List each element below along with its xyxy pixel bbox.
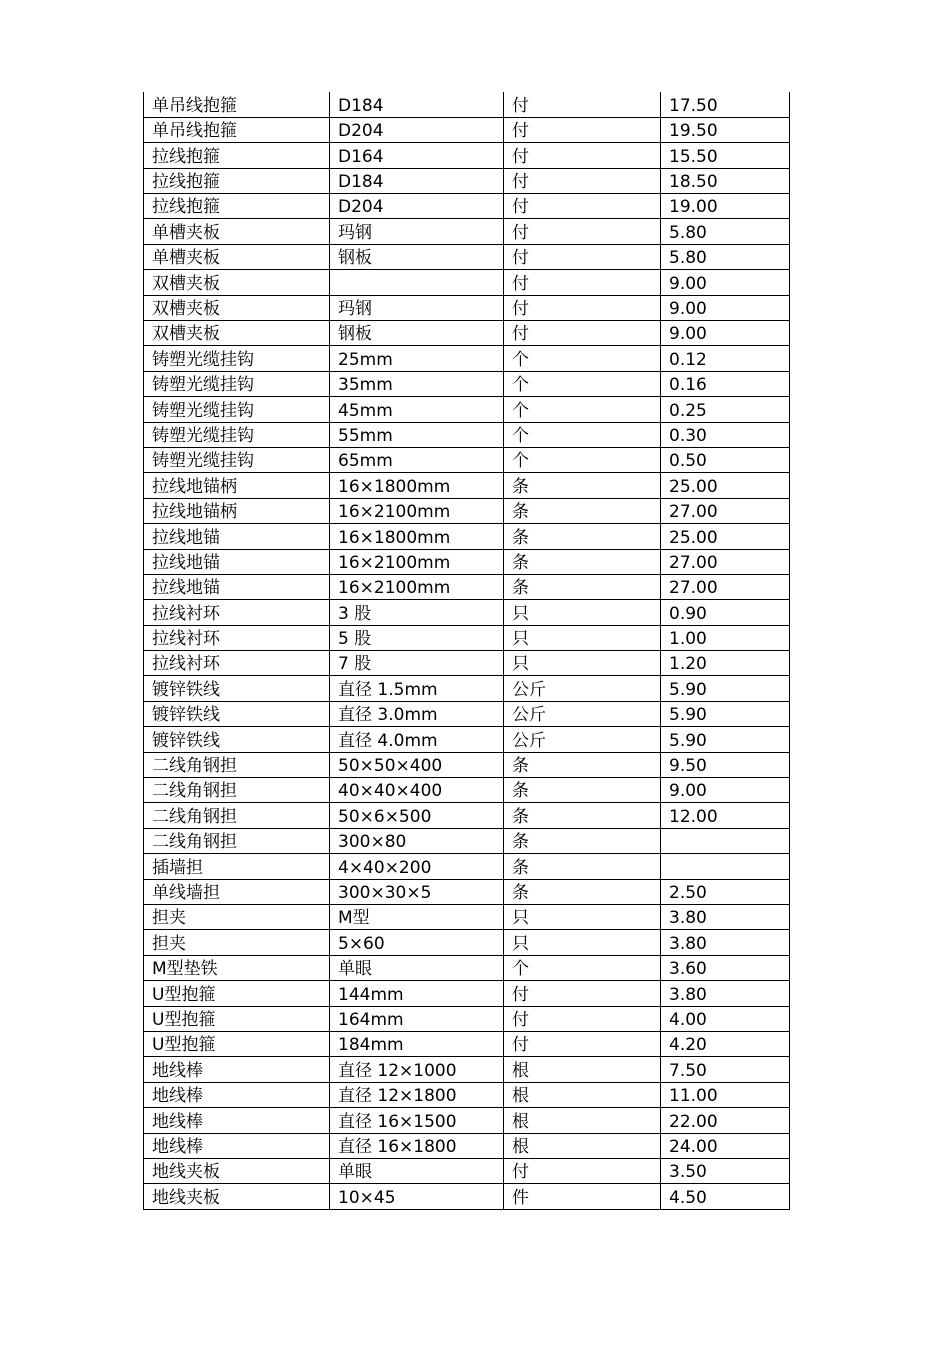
spec-cell: 单眼: [330, 1158, 504, 1183]
spec-cell: 40×40×400: [330, 778, 504, 803]
spec-cell: 164mm: [330, 1006, 504, 1031]
price-cell: 9.00: [661, 778, 790, 803]
unit-cell: 付: [504, 168, 661, 193]
table-row: [144, 574, 790, 599]
table-row: [144, 778, 790, 803]
unit-cell: 条: [504, 574, 661, 599]
table-row: [144, 270, 790, 295]
price-cell: 2.50: [661, 879, 790, 904]
spec-cell: 50×6×500: [330, 803, 504, 828]
spec-cell: 25mm: [330, 346, 504, 371]
unit-cell: 条: [504, 473, 661, 498]
price-cell: 5.90: [661, 727, 790, 752]
item-name-cell: 双槽夹板: [144, 270, 330, 295]
unit-cell: 只: [504, 930, 661, 955]
item-name-cell: 拉线地锚柄: [144, 498, 330, 523]
spec-cell: 184mm: [330, 1031, 504, 1056]
item-name-cell: 拉线衬环: [144, 651, 330, 676]
price-cell: 15.50: [661, 143, 790, 168]
price-cell: 5.80: [661, 219, 790, 244]
item-name-cell: U型抱箍: [144, 1031, 330, 1056]
spec-cell: M型: [330, 905, 504, 930]
table-row: [144, 397, 790, 422]
unit-cell: 付: [504, 270, 661, 295]
table-row: [144, 828, 790, 853]
unit-cell: 个: [504, 955, 661, 980]
price-cell: 0.30: [661, 422, 790, 447]
item-name-cell: 铸塑光缆挂钩: [144, 371, 330, 396]
spec-cell: 直径 12×1000: [330, 1057, 504, 1082]
price-cell: 25.00: [661, 524, 790, 549]
table-row: [144, 117, 790, 142]
spec-cell: 4×40×200: [330, 854, 504, 879]
table-row: [144, 447, 790, 472]
price-cell: 5.80: [661, 244, 790, 269]
price-cell: 25.00: [661, 473, 790, 498]
table-row: [144, 244, 790, 269]
unit-cell: 付: [504, 1006, 661, 1031]
spec-cell: 玛钢: [330, 295, 504, 320]
item-name-cell: 拉线抱箍: [144, 194, 330, 219]
table-row: [144, 1108, 790, 1133]
unit-cell: 公斤: [504, 727, 661, 752]
price-cell: [661, 828, 790, 853]
unit-cell: 条: [504, 879, 661, 904]
price-cell: 0.90: [661, 600, 790, 625]
table-row: [144, 143, 790, 168]
unit-cell: 公斤: [504, 676, 661, 701]
table-row: [144, 955, 790, 980]
spec-cell: 5×60: [330, 930, 504, 955]
item-name-cell: 单吊线抱箍: [144, 92, 330, 117]
item-name-cell: 拉线抱箍: [144, 168, 330, 193]
table-row: [144, 549, 790, 574]
spec-cell: 144mm: [330, 981, 504, 1006]
spec-cell: 16×2100mm: [330, 574, 504, 599]
price-cell: 5.90: [661, 676, 790, 701]
unit-cell: 根: [504, 1133, 661, 1158]
unit-cell: 公斤: [504, 701, 661, 726]
price-cell: 17.50: [661, 92, 790, 117]
item-name-cell: M型垫铁: [144, 955, 330, 980]
price-table-body: [144, 92, 790, 1209]
price-cell: 3.80: [661, 905, 790, 930]
price-cell: 24.00: [661, 1133, 790, 1158]
item-name-cell: 镀锌铁线: [144, 676, 330, 701]
spec-cell: 10×45: [330, 1184, 504, 1209]
price-cell: 9.00: [661, 321, 790, 346]
price-cell: 11.00: [661, 1082, 790, 1107]
unit-cell: 只: [504, 905, 661, 930]
item-name-cell: 双槽夹板: [144, 321, 330, 346]
table-row: [144, 92, 790, 117]
spec-cell: 35mm: [330, 371, 504, 396]
unit-cell: 付: [504, 194, 661, 219]
price-cell: 9.00: [661, 270, 790, 295]
item-name-cell: 二线角钢担: [144, 778, 330, 803]
unit-cell: 付: [504, 117, 661, 142]
spec-cell: 16×2100mm: [330, 498, 504, 523]
item-name-cell: 镀锌铁线: [144, 701, 330, 726]
item-name-cell: 拉线抱箍: [144, 143, 330, 168]
spec-cell: 5 股: [330, 625, 504, 650]
unit-cell: 条: [504, 524, 661, 549]
spec-cell: 直径 4.0mm: [330, 727, 504, 752]
price-cell: 4.20: [661, 1031, 790, 1056]
table-row: [144, 1133, 790, 1158]
spec-cell: 单眼: [330, 955, 504, 980]
unit-cell: 个: [504, 447, 661, 472]
unit-cell: 件: [504, 1184, 661, 1209]
unit-cell: 根: [504, 1082, 661, 1107]
spec-cell: 直径 16×1500: [330, 1108, 504, 1133]
table-row: [144, 1158, 790, 1183]
table-row: [144, 168, 790, 193]
table-row: [144, 1057, 790, 1082]
price-table: [143, 92, 790, 1210]
spec-cell: 3 股: [330, 600, 504, 625]
unit-cell: 只: [504, 625, 661, 650]
spec-cell: 玛钢: [330, 219, 504, 244]
price-cell: 27.00: [661, 574, 790, 599]
table-row: [144, 346, 790, 371]
unit-cell: 根: [504, 1108, 661, 1133]
table-row: [144, 752, 790, 777]
price-cell: 5.90: [661, 701, 790, 726]
price-cell: 3.80: [661, 930, 790, 955]
item-name-cell: 铸塑光缆挂钩: [144, 346, 330, 371]
spec-cell: [330, 270, 504, 295]
unit-cell: 条: [504, 778, 661, 803]
item-name-cell: 地线棒: [144, 1057, 330, 1082]
unit-cell: 付: [504, 321, 661, 346]
table-row: [144, 422, 790, 447]
table-row: [144, 676, 790, 701]
price-cell: 12.00: [661, 803, 790, 828]
unit-cell: 付: [504, 92, 661, 117]
item-name-cell: 二线角钢担: [144, 752, 330, 777]
table-row: [144, 524, 790, 549]
unit-cell: 个: [504, 371, 661, 396]
item-name-cell: 单槽夹板: [144, 244, 330, 269]
item-name-cell: 拉线地锚柄: [144, 473, 330, 498]
spec-cell: 45mm: [330, 397, 504, 422]
price-cell: 0.50: [661, 447, 790, 472]
price-cell: 7.50: [661, 1057, 790, 1082]
unit-cell: 付: [504, 1031, 661, 1056]
price-cell: 3.60: [661, 955, 790, 980]
table-row: [144, 371, 790, 396]
spec-cell: 300×30×5: [330, 879, 504, 904]
table-row: [144, 498, 790, 523]
price-cell: 0.25: [661, 397, 790, 422]
price-cell: 19.00: [661, 194, 790, 219]
item-name-cell: 担夹: [144, 905, 330, 930]
price-cell: 4.00: [661, 1006, 790, 1031]
spec-cell: 直径 1.5mm: [330, 676, 504, 701]
table-row: [144, 1031, 790, 1056]
spec-cell: D204: [330, 194, 504, 219]
table-row: [144, 701, 790, 726]
spec-cell: 50×50×400: [330, 752, 504, 777]
table-row: [144, 930, 790, 955]
unit-cell: 付: [504, 1158, 661, 1183]
unit-cell: 条: [504, 828, 661, 853]
price-cell: 0.12: [661, 346, 790, 371]
table-row: [144, 905, 790, 930]
table-row: [144, 321, 790, 346]
spec-cell: 16×2100mm: [330, 549, 504, 574]
table-row: [144, 651, 790, 676]
unit-cell: 条: [504, 752, 661, 777]
item-name-cell: 地线棒: [144, 1133, 330, 1158]
item-name-cell: 铸塑光缆挂钩: [144, 447, 330, 472]
unit-cell: 条: [504, 854, 661, 879]
spec-cell: D164: [330, 143, 504, 168]
item-name-cell: 担夹: [144, 930, 330, 955]
spec-cell: 55mm: [330, 422, 504, 447]
item-name-cell: 地线夹板: [144, 1184, 330, 1209]
spec-cell: 16×1800mm: [330, 473, 504, 498]
table-row: [144, 727, 790, 752]
price-cell: 22.00: [661, 1108, 790, 1133]
unit-cell: 根: [504, 1057, 661, 1082]
spec-cell: D204: [330, 117, 504, 142]
table-row: [144, 803, 790, 828]
item-name-cell: 二线角钢担: [144, 803, 330, 828]
price-cell: 19.50: [661, 117, 790, 142]
item-name-cell: U型抱箍: [144, 1006, 330, 1031]
spec-cell: D184: [330, 92, 504, 117]
price-cell: 0.16: [661, 371, 790, 396]
price-cell: 1.20: [661, 651, 790, 676]
item-name-cell: 拉线地锚: [144, 574, 330, 599]
item-name-cell: 铸塑光缆挂钩: [144, 422, 330, 447]
unit-cell: 付: [504, 981, 661, 1006]
item-name-cell: 地线棒: [144, 1108, 330, 1133]
spec-cell: 直径 16×1800: [330, 1133, 504, 1158]
item-name-cell: 单线墙担: [144, 879, 330, 904]
item-name-cell: U型抱箍: [144, 981, 330, 1006]
table-row: [144, 981, 790, 1006]
table-row: [144, 194, 790, 219]
unit-cell: 付: [504, 244, 661, 269]
unit-cell: 只: [504, 600, 661, 625]
item-name-cell: 单吊线抱箍: [144, 117, 330, 142]
item-name-cell: 插墙担: [144, 854, 330, 879]
item-name-cell: 地线棒: [144, 1082, 330, 1107]
table-row: [144, 625, 790, 650]
spec-cell: 直径 3.0mm: [330, 701, 504, 726]
unit-cell: 条: [504, 803, 661, 828]
item-name-cell: 二线角钢担: [144, 828, 330, 853]
price-cell: 9.50: [661, 752, 790, 777]
unit-cell: 付: [504, 143, 661, 168]
spec-cell: 16×1800mm: [330, 524, 504, 549]
price-cell: 1.00: [661, 625, 790, 650]
spec-cell: 钢板: [330, 244, 504, 269]
unit-cell: 付: [504, 219, 661, 244]
item-name-cell: 拉线地锚: [144, 524, 330, 549]
price-cell: 27.00: [661, 498, 790, 523]
price-cell: 3.50: [661, 1158, 790, 1183]
price-cell: 4.50: [661, 1184, 790, 1209]
price-cell: 27.00: [661, 549, 790, 574]
item-name-cell: 拉线衬环: [144, 625, 330, 650]
price-cell: [661, 854, 790, 879]
table-row: [144, 295, 790, 320]
item-name-cell: 单槽夹板: [144, 219, 330, 244]
unit-cell: 个: [504, 422, 661, 447]
item-name-cell: 双槽夹板: [144, 295, 330, 320]
item-name-cell: 镀锌铁线: [144, 727, 330, 752]
table-row: [144, 1082, 790, 1107]
table-row: [144, 1006, 790, 1031]
price-cell: 3.80: [661, 981, 790, 1006]
price-cell: 18.50: [661, 168, 790, 193]
spec-cell: 300×80: [330, 828, 504, 853]
unit-cell: 只: [504, 651, 661, 676]
table-row: [144, 219, 790, 244]
item-name-cell: 拉线地锚: [144, 549, 330, 574]
unit-cell: 条: [504, 498, 661, 523]
unit-cell: 个: [504, 346, 661, 371]
price-cell: 9.00: [661, 295, 790, 320]
table-row: [144, 1184, 790, 1209]
table-row: [144, 473, 790, 498]
spec-cell: 钢板: [330, 321, 504, 346]
item-name-cell: 铸塑光缆挂钩: [144, 397, 330, 422]
spec-cell: 7 股: [330, 651, 504, 676]
spec-cell: D184: [330, 168, 504, 193]
item-name-cell: 拉线衬环: [144, 600, 330, 625]
spec-cell: 直径 12×1800: [330, 1082, 504, 1107]
table-row: [144, 879, 790, 904]
table-row: [144, 854, 790, 879]
item-name-cell: 地线夹板: [144, 1158, 330, 1183]
table-row: [144, 600, 790, 625]
spec-cell: 65mm: [330, 447, 504, 472]
unit-cell: 个: [504, 397, 661, 422]
unit-cell: 付: [504, 295, 661, 320]
unit-cell: 条: [504, 549, 661, 574]
